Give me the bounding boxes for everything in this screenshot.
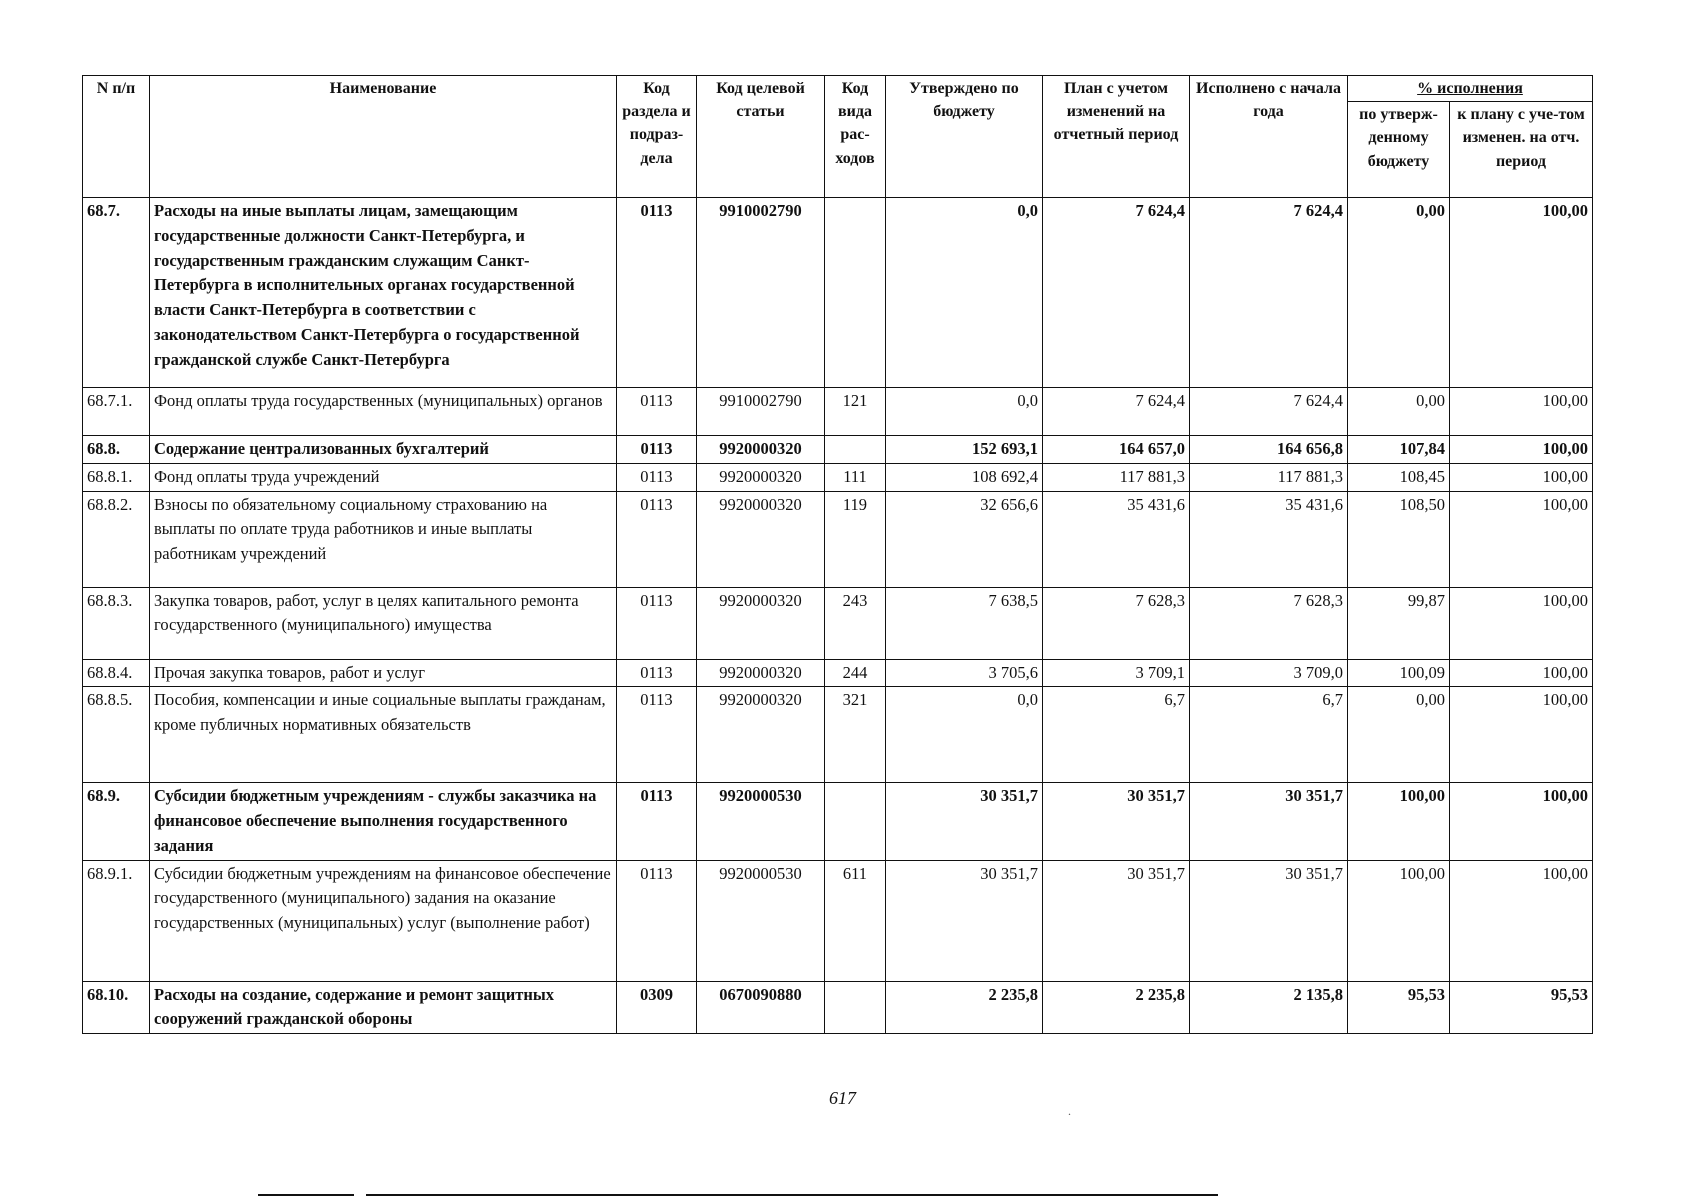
row-pct-budget: 100,00 bbox=[1348, 860, 1450, 981]
row-pct-budget: 0,00 bbox=[1348, 687, 1450, 783]
row-pct-plan: 95,53 bbox=[1450, 981, 1593, 1034]
row-name: Фонд оплаты труда учреждений bbox=[150, 463, 617, 491]
row-plan: 164 657,0 bbox=[1043, 436, 1190, 464]
row-expense-type-code bbox=[825, 198, 886, 388]
header-pct-group: % исполнения bbox=[1348, 76, 1593, 102]
header-pct-budget: по утверж-денному бюджету bbox=[1348, 102, 1450, 198]
row-expense-type-code: 119 bbox=[825, 491, 886, 587]
row-section-code: 0113 bbox=[617, 783, 697, 860]
row-section-code: 0309 bbox=[617, 981, 697, 1034]
row-pct-budget: 107,84 bbox=[1348, 436, 1450, 464]
row-name: Субсидии бюджетным учреждениям на финансовое обеспечение государственного (муниципального) задания на оказание государственных (муниципальных) услуг (выполнение работ) bbox=[150, 860, 617, 981]
table-row bbox=[83, 436, 1593, 464]
header-target-code: Код целевой статьи bbox=[697, 76, 825, 198]
row-pct-budget: 95,53 bbox=[1348, 981, 1450, 1034]
row-number: 68.7. bbox=[83, 198, 150, 388]
row-plan: 3 709,1 bbox=[1043, 659, 1190, 687]
row-name: Закупка товаров, работ, услуг в целях капитального ремонта государственного (муниципального) имущества bbox=[150, 587, 617, 659]
row-plan: 7 624,4 bbox=[1043, 198, 1190, 388]
row-pct-budget: 100,00 bbox=[1348, 783, 1450, 860]
row-section-code: 0113 bbox=[617, 587, 697, 659]
bottom-rule bbox=[258, 1194, 1218, 1196]
row-pct-plan: 100,00 bbox=[1450, 659, 1593, 687]
row-expense-type-code: 611 bbox=[825, 860, 886, 981]
row-target-code: 9920000320 bbox=[697, 687, 825, 783]
row-number: 68.8.3. bbox=[83, 587, 150, 659]
row-pct-plan: 100,00 bbox=[1450, 860, 1593, 981]
header-expense-type-code: Код вида рас-ходов bbox=[825, 76, 886, 198]
row-approved: 0,0 bbox=[886, 687, 1043, 783]
row-target-code: 9920000320 bbox=[697, 587, 825, 659]
row-approved: 2 235,8 bbox=[886, 981, 1043, 1034]
row-approved: 7 638,5 bbox=[886, 587, 1043, 659]
row-approved: 32 656,6 bbox=[886, 491, 1043, 587]
row-name: Пособия, компенсации и иные социальные выплаты гражданам, кроме публичных нормативных обязательств bbox=[150, 687, 617, 783]
row-section-code: 0113 bbox=[617, 860, 697, 981]
row-pct-plan: 100,00 bbox=[1450, 388, 1593, 436]
header-executed: Исполнено с начала года bbox=[1190, 76, 1348, 198]
row-number: 68.8.5. bbox=[83, 687, 150, 783]
row-expense-type-code: 121 bbox=[825, 388, 886, 436]
row-plan: 35 431,6 bbox=[1043, 491, 1190, 587]
row-pct-plan: 100,00 bbox=[1450, 587, 1593, 659]
row-name: Расходы на иные выплаты лицам, замещающим государственные должности Санкт-Петербурга, и государственным гражданским служащим Санкт-Петербурга в исполнительных органах государственной власти Санкт-Петербурга в соответствии с законодательством Санкт-Петербурга о государственной гражданской службе Санкт-Петербурга bbox=[150, 198, 617, 388]
row-expense-type-code bbox=[825, 436, 886, 464]
row-target-code: 9910002790 bbox=[697, 198, 825, 388]
row-pct-budget: 0,00 bbox=[1348, 388, 1450, 436]
row-expense-type-code: 244 bbox=[825, 659, 886, 687]
row-approved: 0,0 bbox=[886, 198, 1043, 388]
row-executed: 30 351,7 bbox=[1190, 860, 1348, 981]
row-plan: 7 628,3 bbox=[1043, 587, 1190, 659]
table-row bbox=[83, 463, 1593, 491]
table-row bbox=[83, 783, 1593, 860]
header-plan: План с учетом изменений на отчетный период bbox=[1043, 76, 1190, 198]
row-name: Прочая закупка товаров, работ и услуг bbox=[150, 659, 617, 687]
row-pct-budget: 108,45 bbox=[1348, 463, 1450, 491]
row-number: 68.8.4. bbox=[83, 659, 150, 687]
table-row bbox=[83, 981, 1593, 1034]
row-name: Субсидии бюджетным учреждениям - службы заказчика на финансовое обеспечение выполнения государственного задания bbox=[150, 783, 617, 860]
page-number: 617 bbox=[829, 1088, 856, 1108]
row-executed: 2 135,8 bbox=[1190, 981, 1348, 1034]
row-expense-type-code: 321 bbox=[825, 687, 886, 783]
row-target-code: 9920000530 bbox=[697, 860, 825, 981]
row-number: 68.9.1. bbox=[83, 860, 150, 981]
row-approved: 152 693,1 bbox=[886, 436, 1043, 464]
row-pct-plan: 100,00 bbox=[1450, 783, 1593, 860]
row-approved: 0,0 bbox=[886, 388, 1043, 436]
row-target-code: 9920000320 bbox=[697, 436, 825, 464]
row-pct-budget: 108,50 bbox=[1348, 491, 1450, 587]
row-name: Расходы на создание, содержание и ремонт защитных сооружений гражданской обороны bbox=[150, 981, 617, 1034]
row-pct-plan: 100,00 bbox=[1450, 436, 1593, 464]
row-number: 68.8. bbox=[83, 436, 150, 464]
row-target-code: 9910002790 bbox=[697, 388, 825, 436]
header-name: Наименование bbox=[150, 76, 617, 198]
row-number: 68.8.1. bbox=[83, 463, 150, 491]
row-executed: 3 709,0 bbox=[1190, 659, 1348, 687]
row-pct-plan: 100,00 bbox=[1450, 491, 1593, 587]
row-pct-budget: 100,09 bbox=[1348, 659, 1450, 687]
row-expense-type-code: 111 bbox=[825, 463, 886, 491]
row-executed: 7 624,4 bbox=[1190, 388, 1348, 436]
row-section-code: 0113 bbox=[617, 388, 697, 436]
row-section-code: 0113 bbox=[617, 659, 697, 687]
row-plan: 2 235,8 bbox=[1043, 981, 1190, 1034]
row-approved: 3 705,6 bbox=[886, 659, 1043, 687]
row-number: 68.8.2. bbox=[83, 491, 150, 587]
header-np: N п/п bbox=[83, 76, 150, 198]
row-section-code: 0113 bbox=[617, 463, 697, 491]
row-plan: 7 624,4 bbox=[1043, 388, 1190, 436]
row-target-code: 9920000530 bbox=[697, 783, 825, 860]
row-target-code: 9920000320 bbox=[697, 491, 825, 587]
row-number: 68.10. bbox=[83, 981, 150, 1034]
row-section-code: 0113 bbox=[617, 198, 697, 388]
row-target-code: 9920000320 bbox=[697, 659, 825, 687]
row-executed: 6,7 bbox=[1190, 687, 1348, 783]
row-approved: 30 351,7 bbox=[886, 783, 1043, 860]
table-row bbox=[83, 687, 1593, 783]
row-plan: 6,7 bbox=[1043, 687, 1190, 783]
row-executed: 7 628,3 bbox=[1190, 587, 1348, 659]
row-plan: 30 351,7 bbox=[1043, 783, 1190, 860]
row-executed: 117 881,3 bbox=[1190, 463, 1348, 491]
row-plan: 30 351,7 bbox=[1043, 860, 1190, 981]
row-pct-plan: 100,00 bbox=[1450, 687, 1593, 783]
row-approved: 30 351,7 bbox=[886, 860, 1043, 981]
row-executed: 30 351,7 bbox=[1190, 783, 1348, 860]
table-row bbox=[83, 860, 1593, 981]
row-executed: 35 431,6 bbox=[1190, 491, 1348, 587]
row-pct-plan: 100,00 bbox=[1450, 198, 1593, 388]
row-section-code: 0113 bbox=[617, 436, 697, 464]
header-approved: Утверждено по бюджету bbox=[886, 76, 1043, 198]
row-approved: 108 692,4 bbox=[886, 463, 1043, 491]
table-row bbox=[83, 587, 1593, 659]
row-pct-budget: 99,87 bbox=[1348, 587, 1450, 659]
row-expense-type-code: 243 bbox=[825, 587, 886, 659]
row-executed: 164 656,8 bbox=[1190, 436, 1348, 464]
row-plan: 117 881,3 bbox=[1043, 463, 1190, 491]
row-expense-type-code bbox=[825, 981, 886, 1034]
row-section-code: 0113 bbox=[617, 687, 697, 783]
row-pct-plan: 100,00 bbox=[1450, 463, 1593, 491]
row-section-code: 0113 bbox=[617, 491, 697, 587]
row-target-code: 0670090880 bbox=[697, 981, 825, 1034]
row-number: 68.7.1. bbox=[83, 388, 150, 436]
table-row bbox=[83, 198, 1593, 388]
table-body bbox=[83, 198, 1593, 1034]
row-expense-type-code bbox=[825, 783, 886, 860]
scan-dot: . bbox=[1068, 1104, 1071, 1118]
row-number: 68.9. bbox=[83, 783, 150, 860]
budget-execution-table bbox=[82, 75, 1593, 1034]
row-pct-budget: 0,00 bbox=[1348, 198, 1450, 388]
header-pct-plan: к плану с уче-том изменен. на отч. период bbox=[1450, 102, 1593, 198]
header-section-code: Код раздела и подраз-дела bbox=[617, 76, 697, 198]
table-row bbox=[83, 491, 1593, 587]
row-name: Взносы по обязательному социальному страхованию на выплаты по оплате труда работников и иные выплаты работникам учреждений bbox=[150, 491, 617, 587]
row-name: Фонд оплаты труда государственных (муниципальных) органов bbox=[150, 388, 617, 436]
row-name: Содержание централизованных бухгалтерий bbox=[150, 436, 617, 464]
table-row bbox=[83, 659, 1593, 687]
row-target-code: 9920000320 bbox=[697, 463, 825, 491]
row-executed: 7 624,4 bbox=[1190, 198, 1348, 388]
table-row bbox=[83, 388, 1593, 436]
